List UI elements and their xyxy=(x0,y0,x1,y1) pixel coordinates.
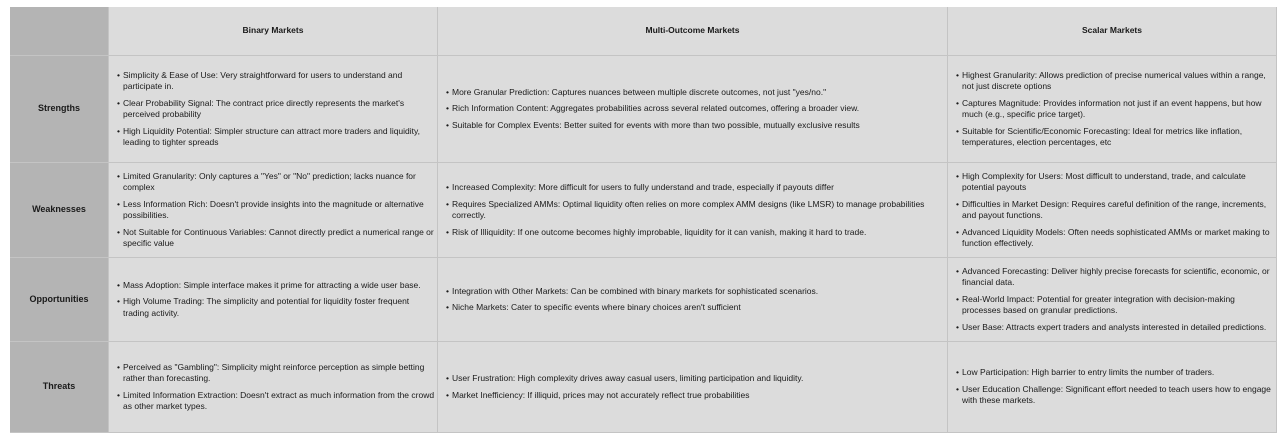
list-item: • Highest Granularity: Allows prediction of precise numerical values within a range, not just discrete options xyxy=(956,70,1274,93)
bullet-list xyxy=(446,177,945,243)
cell-weaknesses-multi-outcome xyxy=(438,163,948,258)
column-header-multi-outcome: Multi-Outcome Markets xyxy=(438,7,948,56)
row-header-threats: Threats xyxy=(10,342,109,433)
list-item: • Low Participation: High barrier to entry limits the number of traders. xyxy=(956,367,1274,379)
bullet-list xyxy=(956,261,1274,339)
bullet-list xyxy=(956,362,1274,412)
cell-threats-multi-outcome xyxy=(438,342,948,433)
cell-weaknesses-scalar xyxy=(948,163,1277,258)
list-item: • Increased Complexity: More difficult for users to fully understand and trade, especially if payouts differ xyxy=(446,182,945,194)
row-header-opportunities: Opportunities xyxy=(10,258,109,342)
list-item: • Limited Granularity: Only captures a "Yes" or "No" prediction; lacks nuance for complex xyxy=(117,171,435,194)
list-item: • Rich Information Content: Aggregates probabilities across several related outcomes, offering a broader view. xyxy=(446,103,945,115)
list-item: • Real-World Impact: Potential for greater integration with decision-making processes based on granular predictions. xyxy=(956,294,1274,317)
cell-weaknesses-binary xyxy=(109,163,438,258)
cell-threats-scalar xyxy=(948,342,1277,433)
list-item: • More Granular Prediction: Captures nuances between multiple discrete outcomes, not just "yes/no." xyxy=(446,87,945,99)
cell-threats-binary xyxy=(109,342,438,433)
list-item: • Not Suitable for Continuous Variables: Cannot directly predict a numerical range or specific value xyxy=(117,227,435,250)
list-item: • Market Inefficiency: If illiquid, prices may not accurately reflect true probabilities xyxy=(446,390,945,402)
list-item: • Mass Adoption: Simple interface makes it prime for attracting a wide user base. xyxy=(117,280,435,292)
bullet-list xyxy=(117,275,435,325)
list-item: • Niche Markets: Cater to specific events where binary choices aren't sufficient xyxy=(446,302,945,314)
cell-opportunities-binary xyxy=(109,258,438,342)
list-item: • Less Information Rich: Doesn't provide insights into the magnitude or alternative possibilities. xyxy=(117,199,435,222)
list-item: • User Education Challenge: Significant effort needed to teach users how to engage with these markets. xyxy=(956,384,1274,407)
table-corner xyxy=(10,7,109,56)
list-item: • Captures Magnitude: Provides information not just if an event happens, but how much (e.g., specific price target). xyxy=(956,98,1274,121)
list-item: • User Frustration: High complexity drives away casual users, limiting participation and liquidity. xyxy=(446,373,945,385)
cell-strengths-scalar xyxy=(948,56,1277,163)
bullet-list xyxy=(446,368,945,406)
list-item: • Advanced Liquidity Models: Often needs sophisticated AMMs or market making to function effectively. xyxy=(956,227,1274,250)
cell-opportunities-multi-outcome xyxy=(438,258,948,342)
row-header-weaknesses: Weaknesses xyxy=(10,163,109,258)
column-header-binary: Binary Markets xyxy=(109,7,438,56)
list-item: • Advanced Forecasting: Deliver highly precise forecasts for scientific, economic, or financial data. xyxy=(956,266,1274,289)
list-item: • Suitable for Complex Events: Better suited for events with more than two possible, mutually exclusive results xyxy=(446,120,945,132)
list-item: • Difficulties in Market Design: Requires careful definition of the range, increments, and payout functions. xyxy=(956,199,1274,222)
list-item: • Clear Probability Signal: The contract price directly represents the market's perceived probability xyxy=(117,98,435,121)
bullet-list xyxy=(117,166,435,255)
list-item: • Requires Specialized AMMs: Optimal liquidity often relies on more complex AMM designs (like LMSR) to manage probabilities correctly. xyxy=(446,199,945,222)
cell-strengths-binary xyxy=(109,56,438,163)
column-header-scalar: Scalar Markets xyxy=(948,7,1277,56)
cell-opportunities-scalar xyxy=(948,258,1277,342)
list-item: • Suitable for Scientific/Economic Forecasting: Ideal for metrics like inflation, temperatures, election percentages, etc xyxy=(956,126,1274,149)
list-item: • High Liquidity Potential: Simpler structure can attract more traders and liquidity, leading to tighter spreads xyxy=(117,126,435,149)
swot-comparison-table xyxy=(10,7,1277,433)
row-header-strengths: Strengths xyxy=(10,56,109,163)
bullet-list xyxy=(956,166,1274,255)
bullet-list xyxy=(446,82,945,137)
list-item: • User Base: Attracts expert traders and analysts interested in detailed predictions. xyxy=(956,322,1274,334)
bullet-list xyxy=(117,357,435,418)
bullet-list xyxy=(446,281,945,319)
list-item: • Integration with Other Markets: Can be combined with binary markets for sophisticated scenarios. xyxy=(446,286,945,298)
bullet-list xyxy=(956,65,1274,154)
list-item: • Simplicity & Ease of Use: Very straightforward for users to understand and participate in. xyxy=(117,70,435,93)
list-item: • Risk of Illiquidity: If one outcome becomes highly improbable, liquidity for it can vanish, making it hard to trade. xyxy=(446,227,945,239)
bullet-list xyxy=(117,65,435,154)
cell-strengths-multi-outcome xyxy=(438,56,948,163)
list-item: • Perceived as "Gambling": Simplicity might reinforce perception as simple betting rather than forecasting. xyxy=(117,362,435,385)
list-item: • Limited Information Extraction: Doesn't extract as much information from the crowd as other market types. xyxy=(117,390,435,413)
list-item: • High Complexity for Users: Most difficult to understand, trade, and calculate potential payouts xyxy=(956,171,1274,194)
list-item: • High Volume Trading: The simplicity and potential for liquidity foster frequent trading activity. xyxy=(117,296,435,319)
